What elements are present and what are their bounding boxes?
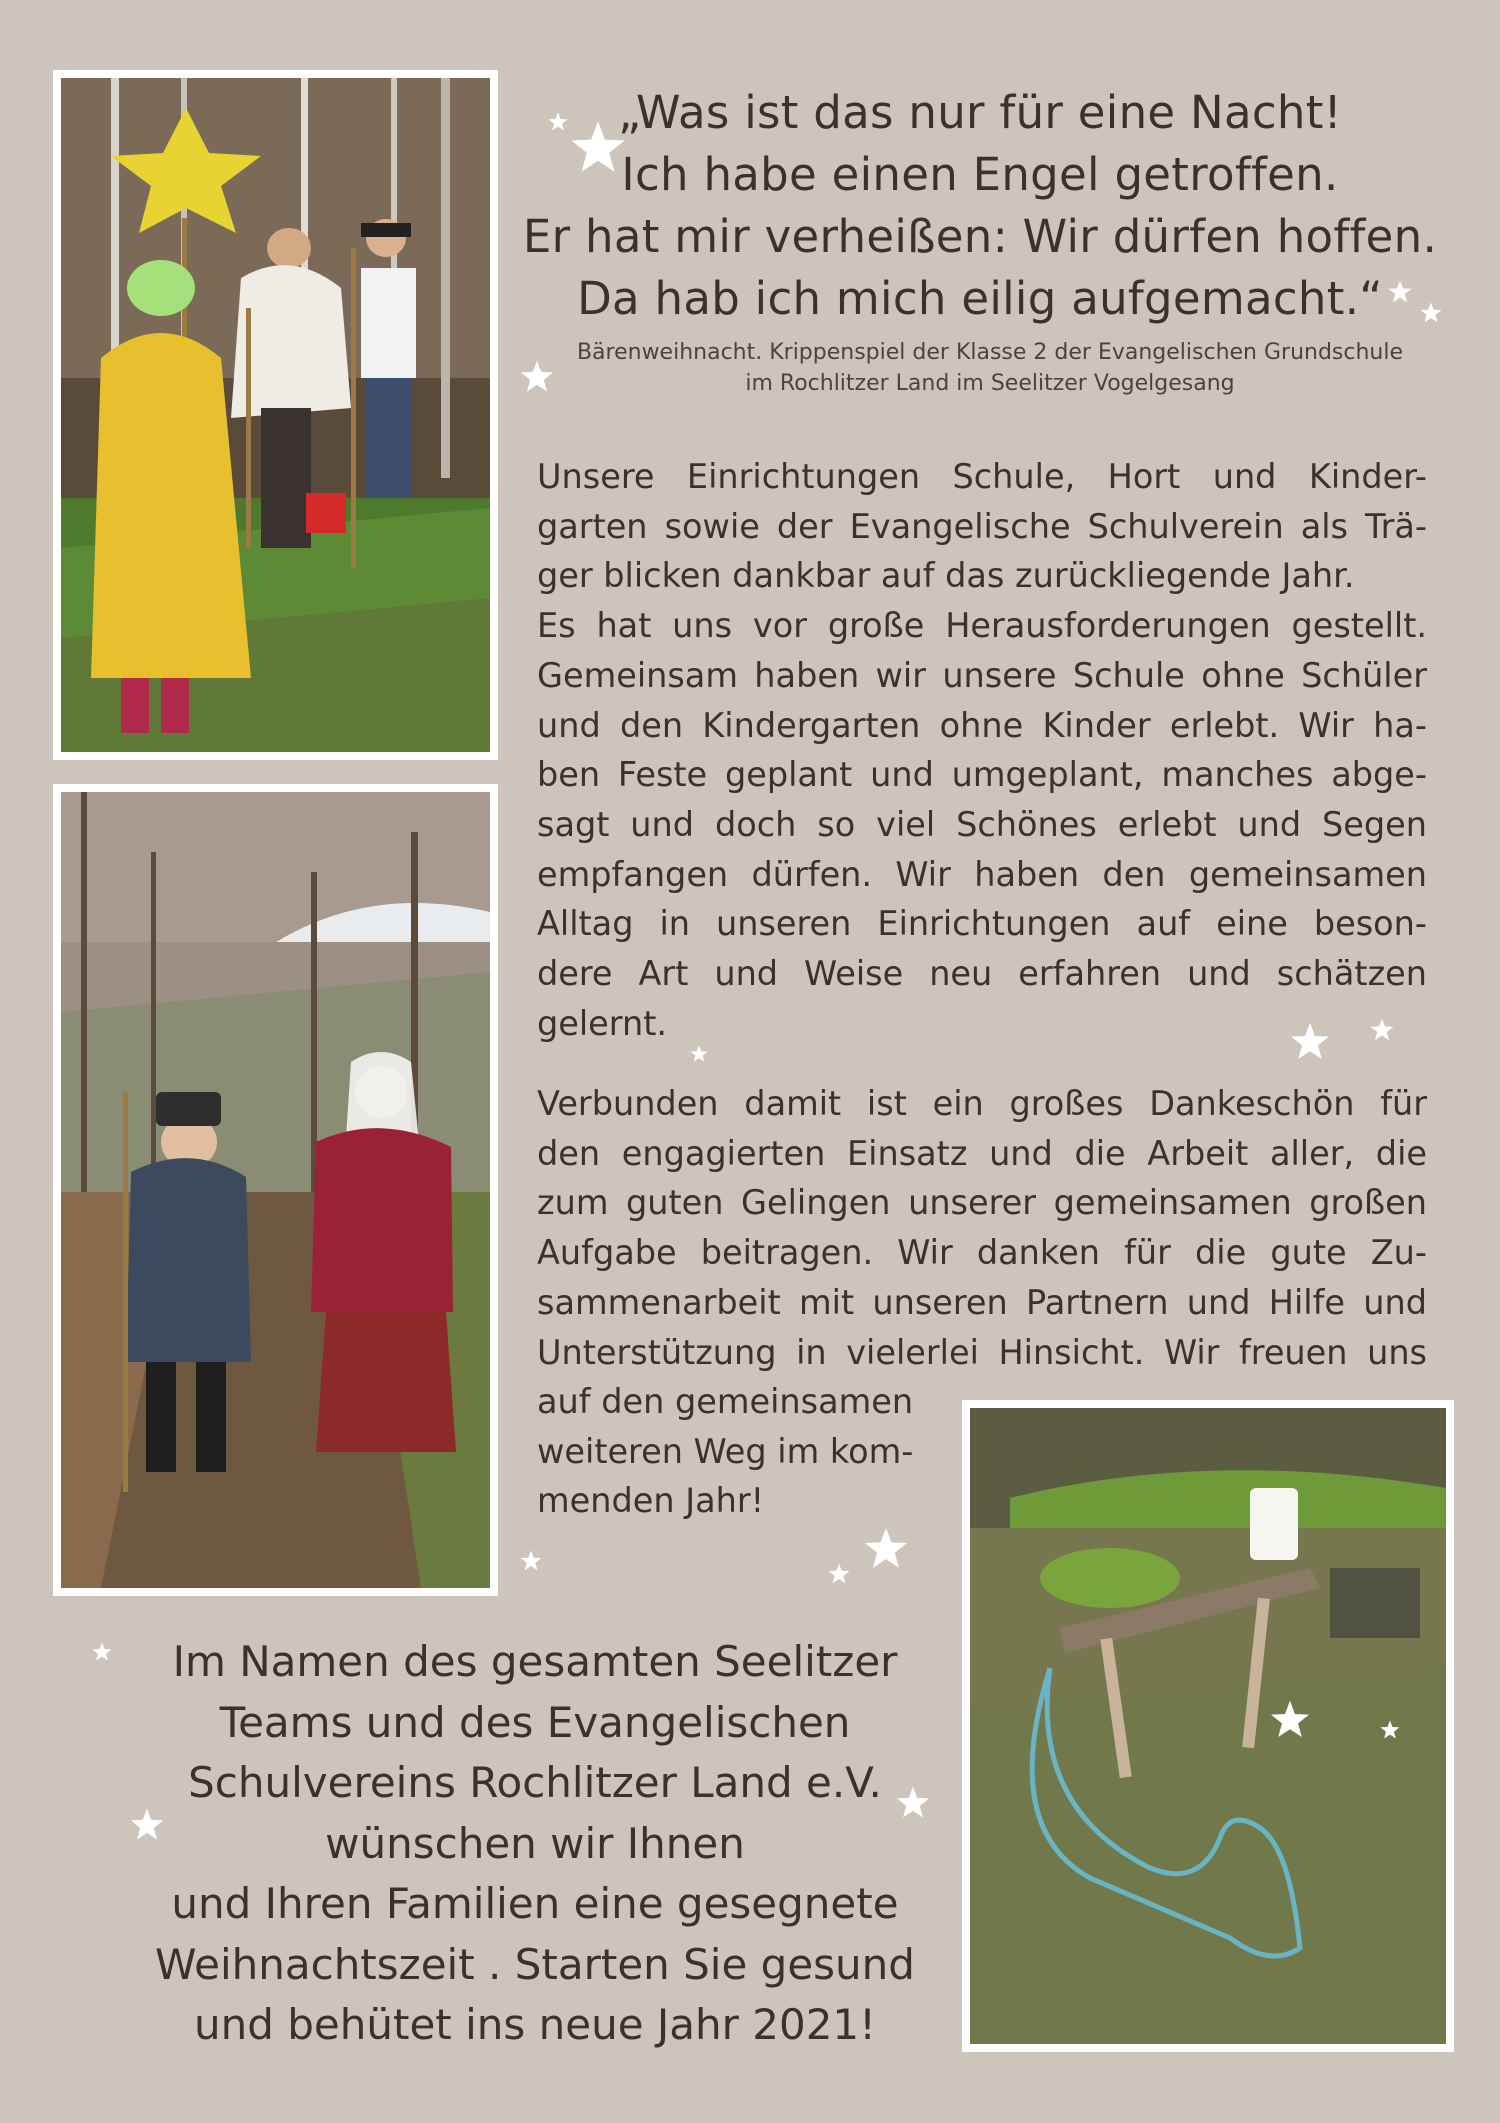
- text-line: dere Art und Weise neu erfahren und schätzen: [537, 954, 1427, 994]
- star-icon: [828, 1563, 850, 1585]
- text-line: gelernt.: [537, 1003, 667, 1043]
- text-line: Gemeinsam haben wir unsere Schule ohne Schüler: [537, 655, 1427, 695]
- star-icon: [520, 1550, 542, 1572]
- nativity-play-photo-star: [53, 70, 498, 760]
- quote: [520, 82, 1440, 330]
- text-line: den engagierten Einsatz und die Arbeit aller, die: [537, 1133, 1427, 1173]
- text-line: menden Jahr!: [537, 1481, 765, 1521]
- text-line: sammenarbeit mit unseren Partnern und Hilfe und: [537, 1282, 1427, 1322]
- closing-line: Im Namen des gesamten Seelitzer: [172, 1637, 898, 1686]
- quote-line: Ich habe einen Engel getroffen.: [621, 148, 1339, 201]
- star-icon: [570, 120, 626, 176]
- text-line: auf den gemeinsamen: [537, 1382, 914, 1421]
- text-line: Es hat uns vor große Herausforderungen gestellt.: [537, 606, 1427, 646]
- text-line: Unsere Einrichtungen Schule, Hort und Kinder-: [537, 457, 1427, 496]
- quote-line: „Was ist das nur für eine Nacht!: [618, 86, 1342, 139]
- star-icon: [1388, 280, 1412, 304]
- text-line: sagt und doch so viel Schönes erlebt und Segen: [537, 804, 1427, 844]
- star-icon: [130, 1808, 164, 1842]
- quote-line: Da hab ich mich eilig aufgemacht.“: [577, 272, 1383, 325]
- closing-line: und Ihren Familien eine gesegnete: [171, 1879, 899, 1928]
- star-icon: [864, 1527, 908, 1571]
- closing-line: Teams und des Evangelischen: [219, 1697, 851, 1747]
- text-line: ger blicken dankbar auf das zurückliegende Jahr.: [537, 556, 1355, 596]
- children-on-forest-path-photo: [53, 784, 498, 1596]
- closing-line: Weihnachtszeit . Starten Sie gesund: [155, 1939, 915, 1989]
- paragraph-thanks-team-tail: [537, 1377, 957, 1526]
- text-line: Unterstützung in vielerlei Hinsicht. Wir freuen uns: [537, 1332, 1427, 1372]
- text-line: Verbunden damit ist ein großes Dankeschön für: [537, 1084, 1427, 1123]
- text-line: empfangen dürfen. Wir haben den gemeinsamen: [537, 854, 1427, 894]
- text-line: und den Kindergarten ohne Kinder erlebt. Wir ha-: [537, 705, 1427, 745]
- star-icon: [1290, 1022, 1330, 1062]
- star-icon: [1380, 1720, 1400, 1740]
- text-line: Aufgabe beitragen. Wir danken für die gute Zu-: [537, 1233, 1427, 1273]
- paragraph-thanks-team: [537, 1079, 1427, 1377]
- text-line: zum guten Gelingen unserer gemeinsamen großen: [537, 1183, 1427, 1223]
- closing-line: Schulvereins Rochlitzer Land e.V.: [188, 1758, 882, 1807]
- closing-greeting: [110, 1632, 960, 2056]
- star-icon: [1420, 302, 1442, 324]
- text-line: garten sowie der Evangelische Schulverein als Trä-: [537, 506, 1427, 546]
- text-line: ben Feste geplant und umgeplant, manches abge-: [537, 755, 1427, 795]
- star-icon: [690, 1045, 708, 1063]
- text-line: weiteren Weg im kom-: [537, 1431, 914, 1471]
- text-line: Alltag in unseren Einrichtungen auf eine beson-: [537, 904, 1427, 944]
- star-icon: [92, 1642, 112, 1662]
- star-icon: [1270, 1700, 1310, 1740]
- quote-source-line: Bärenweihnacht. Krippenspiel der Klasse 2 der Evangelischen Grundschule: [576, 340, 1404, 365]
- star-icon: [1370, 1018, 1394, 1042]
- closing-line: und behütet ins neue Jahr 2021!: [194, 2000, 876, 2049]
- quote-source: [560, 337, 1420, 399]
- quote-line: Er hat mir verheißen: Wir dürfen hoffen.: [522, 210, 1438, 263]
- quote-source-line: im Rochlitzer Land im Seelitzer Vogelgesang: [745, 371, 1235, 396]
- star-icon: [896, 1786, 930, 1820]
- paragraph-thanks-year: [537, 452, 1427, 1048]
- closing-line: wünschen wir Ihnen: [325, 1818, 745, 1868]
- star-icon: [520, 360, 554, 394]
- star-icon: [548, 112, 568, 132]
